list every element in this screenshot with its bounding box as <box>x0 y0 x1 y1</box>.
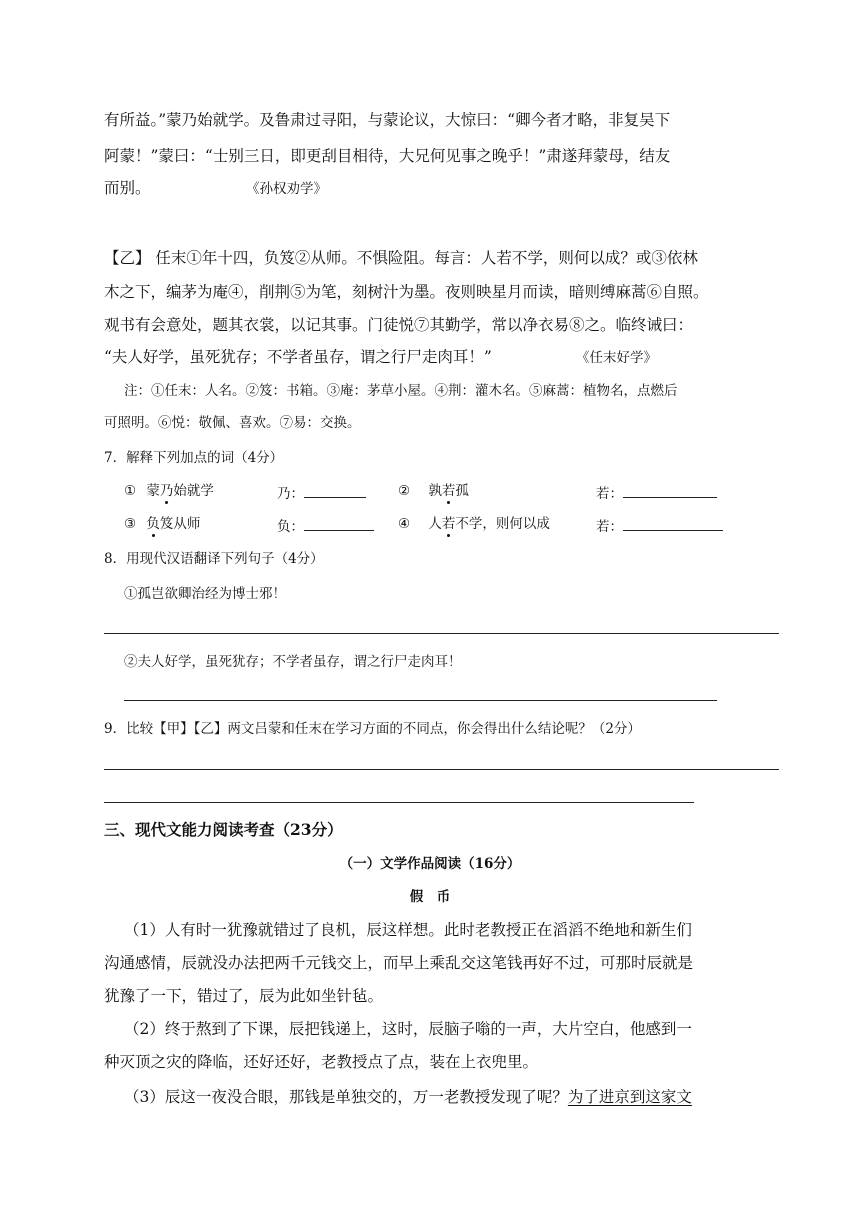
q8-answer-line-2[interactable] <box>124 700 717 701</box>
q7-item-4-label: 若： <box>596 519 623 535</box>
article-p1-line-3: 犹豫了一下，错过了，辰为此如坐针毡。 <box>104 987 384 1005</box>
q7-item-4-dotted-word: 若 <box>441 516 456 532</box>
article-p3-underlined: 为了进京到这家文 <box>567 1088 692 1106</box>
yi-note-1: 注：①任末：人名。②笈：书箱。③庵：茅草小屋。④荆：灌木名。⑤麻蒿：植物名，点燃后 <box>124 383 678 399</box>
q9-answer-line-2[interactable] <box>104 802 694 803</box>
q8-sentence-1: ①孤岂欲卿治经为博士邪！ <box>124 586 286 602</box>
q7-item-1-num: ① <box>124 483 137 499</box>
q7-item-1-dotted-word: 乃 <box>159 483 174 499</box>
yi-line-3: 观书有会意处，题其衣裳，以记其事。门徒悦⑦其勤学，常以净衣易⑧之。临终诫曰： <box>104 316 694 334</box>
q7-item-4-post: 不学，则何以成 <box>455 516 550 532</box>
q7-item-3-dotted-word: 负 <box>146 516 160 532</box>
article-p3-plain: （3）辰这一夜没合眼，那钱是单独交的，万一老教授发现了呢？ <box>124 1088 568 1106</box>
q7-item-1-pre: 蒙 <box>146 483 160 499</box>
q7-title: 7．解释下列加点的词（4分） <box>104 450 284 466</box>
article-p2-line-1: （2）终于熬到了下课，辰把钱递上，这时，辰脑子嗡的一声，大片空白，他感到一 <box>124 1020 692 1038</box>
jia-line-3: 而别。 <box>104 179 151 197</box>
q7-item-1-answer <box>277 481 366 504</box>
q7-item-3-post: 笈从师 <box>159 516 201 532</box>
q8-sentence-2: ②夫人好学，虽死犹存；不学者虽存，谓之行尸走肉耳！ <box>124 654 462 670</box>
q7-item-3-blank[interactable] <box>304 514 374 531</box>
article-p3-line-1 <box>124 1087 692 1107</box>
q7-item-3-label: 负： <box>277 519 304 535</box>
q8-title: 8．用现代汉语翻译下列句子（4分） <box>104 551 324 567</box>
article-p1-line-2: 沟通感情，辰就没办法把两千元钱交上，而早上乘乱交这笔钱再好不过，可那时辰就是 <box>104 954 694 972</box>
article-p1-line-1: （1）人有时一犹豫就错过了良机，辰这样想。此时老教授正在滔滔不绝地和新生们 <box>124 921 692 939</box>
q7-item-4 <box>398 514 550 534</box>
q9-answer-line-1[interactable] <box>104 769 779 770</box>
yi-line-1: 【乙】 任末①年十四，负笈②从师。不惧险阻。每言：人若不学，则何以成？或③依林 <box>104 249 698 267</box>
q9-title: 9．比较【甲】【乙】两文吕蒙和任末在学习方面的不同点，你会得出什么结论呢？（2分） <box>104 721 641 737</box>
jia-source: 《孙权劝学》 <box>246 181 327 197</box>
q7-item-4-pre: 人 <box>428 516 442 532</box>
q7-item-3 <box>124 514 200 534</box>
q7-item-2-post: 孤 <box>455 483 469 499</box>
q7-item-4-num: ④ <box>398 516 411 532</box>
q7-item-1-label: 乃： <box>277 486 304 502</box>
yi-source: 《任末好学》 <box>576 350 657 366</box>
q7-item-2-dotted-word: 若 <box>441 483 456 499</box>
article-p2-line-2: 种灭顶之灾的降临，还好还好，老教授点了点，装在上衣兜里。 <box>104 1053 539 1071</box>
jia-line-2: 阿蒙！”蒙曰：“士别三日，即更刮目相待，大兄何见事之晚乎！”肃遂拜蒙母，结友 <box>104 147 671 165</box>
q7-item-1-post: 始就学 <box>173 483 214 499</box>
yi-line-2: 木之下，编茅为庵④，削荆⑤为笔，刻树汁为墨。夜则映星月而读，暗则缚麻蒿⑥自照。 <box>104 283 709 301</box>
q7-item-2 <box>398 481 469 501</box>
q7-item-2-answer <box>596 481 717 504</box>
q8-answer-line-1[interactable] <box>104 633 779 634</box>
jia-line-1: 有所益。”蒙乃始就学。及鲁肃过寻阳，与蒙论议，大惊曰：“卿今者才略，非复吴下 <box>104 111 671 129</box>
q7-item-4-blank[interactable] <box>623 514 723 531</box>
q7-item-1 <box>124 481 214 501</box>
q7-item-2-label: 若： <box>596 486 623 502</box>
yi-line-4: “夫人好学，虽死犹存；不学者虽存，谓之行尸走肉耳！” <box>104 348 492 366</box>
yi-note-2: 可照明。⑥悦：敬佩、喜欢。⑦易：交换。 <box>104 415 361 431</box>
q7-item-3-answer <box>277 514 374 537</box>
q7-item-3-num: ③ <box>124 516 137 532</box>
q7-item-2-num: ② <box>398 483 411 499</box>
q7-item-1-blank[interactable] <box>304 481 366 498</box>
section-3-subtitle: （一）文学作品阅读（16分） <box>339 856 521 872</box>
article-title: 假 币 <box>409 889 451 905</box>
q7-item-4-answer <box>596 514 723 537</box>
q7-item-2-pre: 孰 <box>428 483 442 499</box>
q7-item-2-blank[interactable] <box>623 481 717 498</box>
section-3-title: 三、现代文能力阅读考查（23分） <box>104 820 343 839</box>
